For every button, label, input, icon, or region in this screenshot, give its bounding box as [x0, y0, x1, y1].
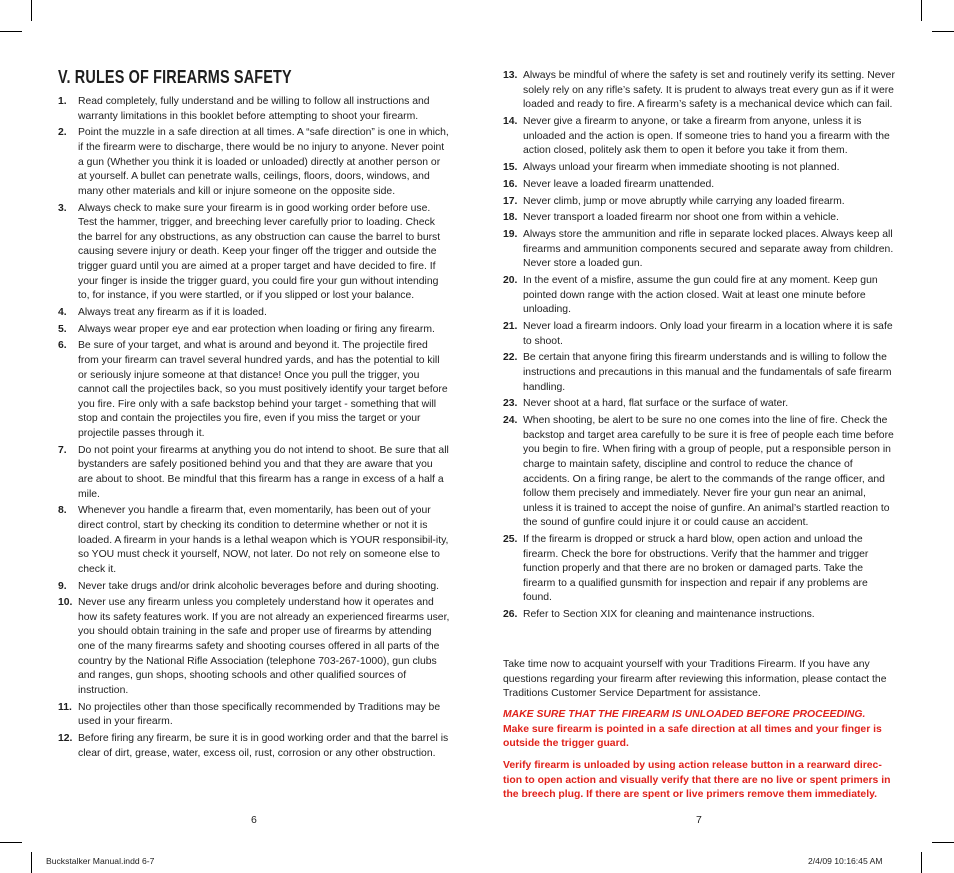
rule-text: Never load a firearm indoors. Only load your firearm in a location where it is safe to shoot. — [523, 321, 893, 347]
rule-number: 20. — [503, 275, 518, 287]
rule-item — [503, 211, 895, 226]
file-slug: Buckstalker Manual.indd 6-7 — [46, 856, 155, 866]
rule-text: Never leave a loaded firearm unattended. — [523, 178, 715, 190]
rule-number: 24. — [503, 415, 518, 427]
right-rules-list — [503, 69, 895, 625]
rule-text: Whenever you handle a firearm that, even momentarily, has been out of your direct control, start by checking its condition to determine whether or not it is loaded. A firearm in your hands is a lethal weapon which is YOUR responsibil-ity, so YOU must check it yourself, NOW, not later. Do not rely on someone else to check it. — [78, 505, 449, 575]
rule-item — [58, 202, 450, 304]
left-rules-list — [58, 95, 450, 763]
crop-mark — [932, 31, 954, 32]
rule-text: No projectiles other than those specifically recommended by Traditions may be used in your firearm. — [78, 701, 441, 728]
crop-mark — [0, 31, 22, 32]
page-number-right: 7 — [696, 814, 702, 826]
rule-text: Never take drugs and/or drink alcoholic beverages before and during shooting. — [78, 580, 440, 592]
rule-text: If the firearm is dropped or struck a hard blow, open action and unload the firearm. Check the bore for obstructions. Verify that the hammer and trigger function properly and that there are no broken or damaged parts. Take the firearm to a qualified gunsmith for inspection and repair if any problems are found. — [523, 534, 869, 604]
rule-number: 15. — [503, 161, 518, 173]
rule-text: Never use any firearm unless you completely understand how it operates and how its safety features work. If you are not already an experienced firearms user, you should obtain training in the safe and proper use of firearms by attending one of the many firearms safety and shooting courses offered in all parts of the country by the National Rifle Association (telephone 703-267-1000), gun clubs and ranges, gun shops, shooting schools and other qualified sources of instruction. — [78, 597, 450, 696]
rule-item — [503, 195, 895, 210]
rule-text: Never climb, jump or move abruptly while carrying any loaded firearm. — [523, 195, 845, 207]
crop-mark — [0, 842, 22, 843]
rule-item — [58, 596, 450, 698]
rule-item — [58, 339, 450, 441]
page-number-left: 6 — [251, 814, 257, 826]
rule-item — [503, 161, 895, 176]
rule-text: In the event of a misfire, assume the gun could fire at any moment. Keep gun pointed down range with the action closed. Wait at least one minute before unloading. — [523, 275, 878, 316]
rule-text: Always unload your firearm when immediate shooting is not planned. — [523, 161, 840, 173]
rule-text: Point the muzzle in a safe direction at all times. A “safe direction” is one in which, if the firearm were to discharge, there would be no injury to anyone. Never point a gun (Whether you think it is loaded or unloaded) directly at another person or at yourself. A bullet can penetrate walls, ceilings, floors, doors, windows, and many other materials and kill or injure someone on the opposite side. — [78, 127, 449, 197]
rule-item — [58, 701, 450, 730]
rule-item — [58, 580, 450, 595]
rule-item — [58, 732, 450, 761]
rule-number: 14. — [503, 115, 518, 127]
rule-item — [503, 608, 895, 623]
rule-number: 26. — [503, 609, 518, 621]
rule-number: 1. — [58, 96, 67, 107]
rule-item — [503, 414, 895, 531]
rule-text: Always wear proper eye and ear protection when loading or firing any firearm. — [78, 323, 435, 335]
print-timestamp: 2/4/09 10:16:45 AM — [808, 856, 883, 866]
rule-number: 3. — [58, 202, 67, 214]
rule-number: 25. — [503, 534, 518, 546]
rule-text: Always treat any firearm as if it is loaded. — [78, 306, 267, 318]
rule-number: 16. — [503, 178, 518, 190]
rule-text: Never transport a loaded firearm nor shoot one from within a vehicle. — [523, 212, 839, 224]
warning-safe-direction: Make sure firearm is pointed in a safe direction at all times and your finger is outside the trigger guard. — [503, 723, 882, 750]
closing-paragraph: Take time now to acquaint yourself with your Traditions Firearm. If you have any questions regarding your firearm after reviewing this information, please contact the Traditions Customer Service Department for assistance. — [503, 659, 887, 700]
rule-number: 12. — [58, 733, 73, 744]
rule-text: Always store the ammunition and rifle in separate locked places. Always keep all firearms and ammunition components secured and separate away from children. Never store a loaded gun. — [523, 229, 894, 270]
rule-item — [58, 95, 450, 124]
rule-text: Never shoot at a hard, flat surface or the surface of water. — [523, 398, 789, 410]
warning-verify: Verify firearm is unloaded by using action release button in a rearward direc-tion to open action and visually verify that there are no live or spent primers in the breech plug. If there are spent or live primers remove them immediately. — [503, 760, 891, 801]
rule-text: Do not point your firearms at anything you do not intend to shoot. Be sure that all bystanders are safely positioned behind you and that they are aware that you are about to shoot. Be mindful that this firearm has a range in excess of a half a mile. — [78, 444, 449, 500]
rule-item — [503, 351, 895, 395]
rule-item — [58, 306, 450, 321]
crop-mark — [31, 0, 32, 21]
rule-number: 2. — [58, 127, 67, 139]
rule-item — [503, 178, 895, 193]
rule-number: 5. — [58, 323, 67, 335]
rule-text: Always be mindful of where the safety is set and routinely verify its setting. Never solely rely on any rifle’s safety. It is prudent to always treat every gun as if it were loaded and ready to fire. A firearm’s safety is a mechanical device which can fail. — [523, 70, 895, 111]
rule-text: Always check to make sure your firearm is in good working order before use. Test the hammer, trigger, and breeching lever carefully prior to loading. Check the barrel for any obstructions, as any obstruction can cause the barrel to burst causing severe injury or death. Keep your finger off the trigger and outside the trigger guard until you are aimed at a proper target and have decided to fire. If your finger is inside the trigger guard, you could fire your gun without intending to, for instance, if you were startled, or if you slipped or lost your balance. — [78, 202, 441, 302]
crop-mark — [921, 0, 922, 21]
rule-number: 18. — [503, 212, 518, 224]
rule-number: 13. — [503, 70, 518, 81]
rule-item — [58, 444, 450, 502]
rule-item — [58, 504, 450, 577]
rule-number: 23. — [503, 398, 518, 410]
rule-item — [503, 397, 895, 412]
section-title: V. RULES OF FIREARMS SAFETY — [58, 66, 292, 87]
rule-number: 19. — [503, 229, 518, 241]
rule-text: When shooting, be alert to be sure no one comes into the line of fire. Check the backstop and target area carefully to be sure it is free of people each time before you begin to fire. When firing with a group of people, put a responsible person in charge to maintain safety, discipline and control to reduce the chance of accidents. On a firing range, be alert to the commands of the range officer, and follow them precisely and immediately. Never fire your gun near an animal, unless it is trained to accept the noise of gunfire. An animal’s startled reaction to the sound of gunfire could injure it or could cause an accident. — [523, 415, 894, 529]
rule-number: 21. — [503, 321, 518, 332]
rule-text: Never give a firearm to anyone, or take a firearm from anyone, unless it is unloaded and the action is open. If someone tries to hand you a firearm with the action closed, politely ask them to open it before you take it from them. — [523, 115, 890, 157]
rule-number: 6. — [58, 340, 67, 352]
rule-number: 4. — [58, 306, 67, 318]
rule-item — [58, 126, 450, 199]
rule-item — [503, 115, 895, 159]
warning-unloaded: MAKE SURE THAT THE FIREARM IS UNLOADED BEFORE PROCEEDING. — [503, 709, 866, 720]
rule-item — [503, 69, 895, 113]
rule-item — [58, 323, 450, 338]
crop-mark — [921, 852, 922, 873]
rule-item — [503, 533, 895, 606]
crop-mark — [31, 852, 32, 873]
rule-text: Be certain that anyone firing this firearm understands and is willing to follow the instructions and precautions in this manual and the fundamentals of safe firearm handling. — [523, 352, 892, 393]
rule-number: 8. — [58, 505, 67, 517]
rule-number: 22. — [503, 352, 518, 364]
rule-item — [503, 228, 895, 272]
rule-number: 17. — [503, 195, 518, 207]
rule-text: Be sure of your target, and what is around and beyond it. The projectile fired from your firearm can travel several hundred yards, and has the potential to kill or seriously injure someone at that distance! Once you pull the trigger, you cannot call the projectiles back, so you must positively identify your target before you fire. Fire only with a safe backstop behind your target - something that will stop and contain the projectiles you fire, even if you miss the target or your projectile passes through it. — [78, 340, 448, 439]
rule-item — [503, 320, 895, 349]
rule-text: Before firing any firearm, be sure it is in good working order and that the barrel is clear of dirt, grease, water, excess oil, rust, corrosion or any other obstruction. — [78, 733, 449, 759]
warning-notice — [503, 708, 893, 752]
rule-text: Refer to Section XIX for cleaning and maintenance instructions. — [523, 609, 815, 621]
rule-item — [503, 274, 895, 318]
rule-number: 9. — [58, 580, 67, 592]
crop-mark — [932, 842, 954, 843]
rule-number: 7. — [58, 444, 67, 456]
rule-number: 10. — [58, 597, 73, 609]
rule-text: Read completely, fully understand and be willing to follow all instructions and warranty limitations in this booklet before attempting to shoot your firearm. — [78, 96, 430, 122]
rule-number: 11. — [58, 701, 72, 713]
